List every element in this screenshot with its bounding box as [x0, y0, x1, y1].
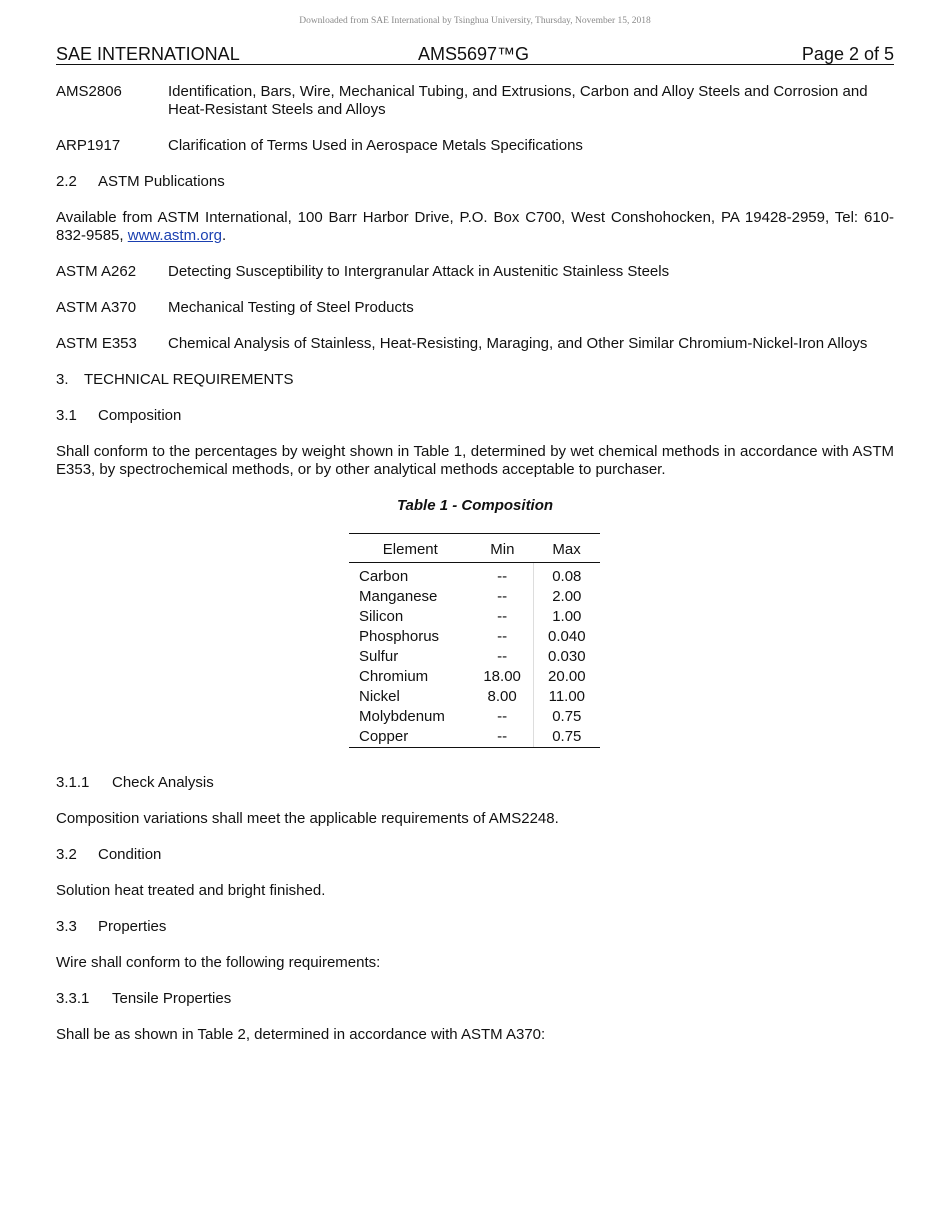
table-row: [349, 563, 600, 588]
composition-paragraph: Shall conform to the percentages by weight shown in Table 1, determined by wet chemical methods in accordance with ASTM E353, by spectrochemical methods, or by other analytical methods acceptable to purchaser.: [56, 443, 894, 478]
section-heading-3-1: [56, 407, 894, 425]
table-row: [349, 707, 600, 727]
table-1-title: Table 1 - Composition: [396, 497, 554, 514]
cell-min: --: [472, 587, 534, 607]
cell-max: 0.08: [552, 568, 582, 585]
cell-element: Copper: [349, 727, 472, 748]
section-heading-3-1-1: [56, 774, 894, 792]
header-doc-id: AMS5697™G: [418, 44, 530, 64]
reference-code: ASTM A262: [56, 263, 137, 280]
reference-title: Chemical Analysis of Stainless, Heat-Resisting, Maraging, and Other Similar Chromium-Nickel-Iron Alloys: [168, 335, 868, 352]
cell-min: 18.00: [472, 667, 534, 687]
availability-text: Available from ASTM International, 100 Barr Harbor Drive, P.O. Box C700, West Conshohocken, PA 19428-2959, Tel: 610-832-9585,: [56, 209, 894, 244]
check-analysis-paragraph: Composition variations shall meet the applicable requirements of AMS2248.: [56, 810, 559, 827]
cell-max: 11.00: [548, 688, 586, 705]
section-number: 3.: [56, 371, 69, 388]
cell-element: Silicon: [359, 608, 404, 625]
reference-entry: [56, 137, 894, 155]
section-title: ASTM Publications: [98, 173, 225, 190]
section-number: 3.3.1: [56, 990, 90, 1007]
table-row: [349, 727, 600, 748]
section-number: 3.3: [56, 918, 77, 935]
reference-code: ARP1917: [56, 137, 121, 154]
cell-max: 0.040: [548, 628, 586, 645]
cell-element: Manganese: [359, 588, 438, 605]
reference-code: AMS2806: [56, 83, 122, 100]
cell-element: Chromium: [359, 668, 429, 685]
cell-max: 1.00: [552, 608, 582, 625]
cell-min: --: [472, 707, 534, 727]
reference-title: Clarification of Terms Used in Aerospace Metals Specifications: [168, 137, 583, 154]
composition-table: [349, 533, 600, 748]
document-body: [56, 83, 894, 1062]
header-page-number: Page 2 of 5: [801, 44, 894, 64]
cell-element: Carbon: [359, 568, 409, 585]
table-row: [349, 607, 600, 627]
reference-entry: [56, 263, 894, 281]
cell-element: Sulfur: [359, 648, 399, 665]
section-number: 3.1.1: [56, 774, 90, 791]
cell-min: 8.00: [472, 687, 534, 707]
section-title: Tensile Properties: [112, 990, 232, 1007]
section-heading-3-3: [56, 918, 894, 936]
section-number: 3.1: [56, 407, 77, 424]
cell-max: 0.030: [548, 648, 586, 665]
cell-element: Molybdenum: [359, 708, 445, 725]
reference-title: Detecting Susceptibility to Intergranular Attack in Austenitic Stainless Steels: [168, 263, 670, 280]
column-header-min: Min: [472, 534, 534, 563]
section-number: 3.2: [56, 846, 77, 863]
column-header-element: Element: [349, 534, 472, 563]
cell-max: 2.00: [552, 588, 582, 605]
link-suffix: .: [221, 227, 227, 244]
cell-min: --: [472, 647, 534, 667]
reference-entry: [56, 335, 894, 353]
cell-element: Phosphorus: [359, 628, 440, 645]
cell-min: --: [472, 627, 534, 647]
section-title: Properties: [98, 918, 167, 935]
reference-entry: [56, 83, 894, 119]
page-header: [56, 44, 894, 65]
reference-code: ASTM A370: [56, 299, 137, 316]
cell-min: --: [472, 727, 534, 748]
section-heading-3-2: [56, 846, 894, 864]
section-heading-2-2: [56, 173, 894, 191]
section-heading-3: [56, 371, 894, 389]
reference-title: Identification, Bars, Wire, Mechanical Tubing, and Extrusions, Carbon and Alloy Steels and Corrosion and Heat-Resistant Steels and Alloys: [168, 83, 868, 118]
astm-availability-paragraph: [56, 209, 894, 245]
section-title: Condition: [98, 846, 162, 863]
cell-max: 0.75: [533, 727, 600, 748]
table-row: [349, 587, 600, 607]
header-org: SAE INTERNATIONAL: [56, 44, 240, 64]
table-header-row: [349, 534, 600, 563]
cell-element: Nickel: [359, 688, 400, 705]
table-row: [349, 627, 600, 647]
condition-paragraph: Solution heat treated and bright finished.: [56, 882, 326, 899]
table-row: [349, 647, 600, 667]
reference-title: Mechanical Testing of Steel Products: [168, 299, 414, 316]
cell-min: --: [472, 607, 534, 627]
reference-code: ASTM E353: [56, 335, 137, 352]
cell-min: --: [472, 563, 534, 588]
table-row: [349, 667, 600, 687]
section-title: TECHNICAL REQUIREMENTS: [84, 371, 294, 388]
tensile-properties-paragraph: Shall be as shown in Table 2, determined in accordance with ASTM A370:: [56, 1026, 546, 1043]
download-watermark: Downloaded from SAE International by Tsinghua University, Thursday, November 15, 2018: [299, 16, 651, 26]
section-number: 2.2: [56, 173, 77, 190]
properties-paragraph: Wire shall conform to the following requirements:: [56, 954, 381, 971]
section-heading-3-3-1: [56, 990, 894, 1008]
cell-max: 0.75: [552, 708, 582, 725]
column-header-max: Max: [533, 534, 600, 563]
table-row: [349, 687, 600, 707]
reference-entry: [56, 299, 894, 317]
section-title: Check Analysis: [112, 774, 214, 791]
astm-website-link[interactable]: www.astm.org: [127, 227, 222, 244]
cell-max: 20.00: [548, 668, 586, 685]
section-title: Composition: [98, 407, 182, 424]
